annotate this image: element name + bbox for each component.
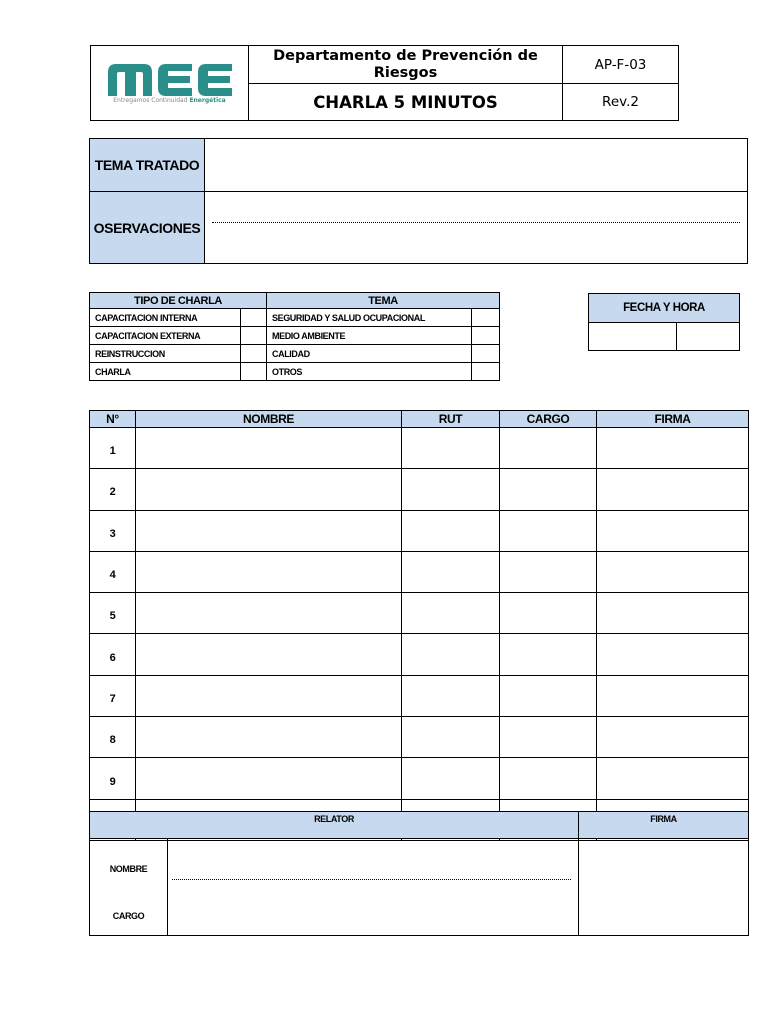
attendee-row xyxy=(90,469,749,510)
attendee-rut-field[interactable] xyxy=(402,428,500,469)
tipo-charla-header: TIPO DE CHARLA xyxy=(90,293,267,309)
tipo-row xyxy=(90,309,500,327)
attendee-cargo-field[interactable] xyxy=(500,428,597,469)
attendee-cargo-field[interactable] xyxy=(500,469,597,510)
tema-checkbox[interactable] xyxy=(472,309,500,327)
relator-nombre-label: NOMBRE xyxy=(109,864,148,874)
col-header-firma: FIRMA xyxy=(597,411,749,428)
attendee-cargo-field[interactable] xyxy=(500,634,597,675)
tema-label: MEDIO AMBIENTE xyxy=(267,327,472,345)
attendee-row xyxy=(90,717,749,758)
attendee-number: 7 xyxy=(90,675,136,716)
tema-label: SEGURIDAD Y SALUD OCUPACIONAL xyxy=(267,309,472,327)
attendee-rut-field[interactable] xyxy=(402,510,500,551)
topic-table xyxy=(89,138,748,264)
attendee-row xyxy=(90,593,749,634)
tema-label: CALIDAD xyxy=(267,345,472,363)
attendee-firma-field[interactable] xyxy=(597,634,749,675)
tipo-row xyxy=(90,363,500,381)
tipo-row xyxy=(90,345,500,363)
attendee-cargo-field[interactable] xyxy=(500,593,597,634)
attendee-cargo-field[interactable] xyxy=(500,551,597,592)
document-revision: Rev.2 xyxy=(563,84,679,121)
attendee-row xyxy=(90,551,749,592)
attendee-firma-field[interactable] xyxy=(597,758,749,799)
tema-checkbox[interactable] xyxy=(472,327,500,345)
document-code: AP-F-03 xyxy=(563,46,679,84)
attendee-rut-field[interactable] xyxy=(402,717,500,758)
tipo-checkbox[interactable] xyxy=(241,363,267,381)
attendee-cargo-field[interactable] xyxy=(500,510,597,551)
tipo-label: REINSTRUCCION xyxy=(90,345,241,363)
relator-nombre-field[interactable] xyxy=(168,839,579,936)
col-header-cargo: CARGO xyxy=(500,411,597,428)
department-name: Departamento de Prevención de Riesgos xyxy=(249,46,563,84)
attendee-number: 4 xyxy=(90,551,136,592)
col-header-nombre: NOMBRE xyxy=(136,411,402,428)
attendee-number: 3 xyxy=(90,510,136,551)
tipo-row xyxy=(90,327,500,345)
tipo-checkbox[interactable] xyxy=(241,309,267,327)
fecha-hora-header: FECHA Y HORA xyxy=(589,294,740,323)
attendee-nombre-field[interactable] xyxy=(136,469,402,510)
attendee-firma-field[interactable] xyxy=(597,469,749,510)
relator-labels xyxy=(90,839,168,936)
tema-tratado-field[interactable] xyxy=(205,139,748,192)
relator-header: RELATOR xyxy=(90,812,579,839)
mee-logo-icon xyxy=(106,62,234,96)
tipo-label: CAPACITACION EXTERNA xyxy=(90,327,241,345)
attendee-cargo-field[interactable] xyxy=(500,675,597,716)
attendee-number: 5 xyxy=(90,593,136,634)
relator-cargo-label: CARGO xyxy=(112,911,145,921)
attendee-rut-field[interactable] xyxy=(402,634,500,675)
tipo-label: CHARLA xyxy=(90,363,241,381)
tema-header: TEMA xyxy=(267,293,500,309)
attendee-row xyxy=(90,758,749,799)
relator-table xyxy=(89,811,749,936)
tema-label: OTROS xyxy=(267,363,472,381)
hora-field[interactable] xyxy=(677,323,740,351)
attendee-cargo-field[interactable] xyxy=(500,717,597,758)
tema-tratado-label: TEMA TRATADO xyxy=(90,139,205,192)
document-header xyxy=(90,45,679,121)
tema-checkbox[interactable] xyxy=(472,345,500,363)
attendee-rut-field[interactable] xyxy=(402,758,500,799)
attendee-nombre-field[interactable] xyxy=(136,634,402,675)
attendee-rut-field[interactable] xyxy=(402,593,500,634)
attendee-firma-field[interactable] xyxy=(597,717,749,758)
attendee-firma-field[interactable] xyxy=(597,551,749,592)
tipo-label: CAPACITACION INTERNA xyxy=(90,309,241,327)
relator-dotted-line xyxy=(172,879,571,880)
col-header-rut: RUT xyxy=(402,411,500,428)
attendee-cargo-field[interactable] xyxy=(500,758,597,799)
attendee-nombre-field[interactable] xyxy=(136,717,402,758)
attendee-nombre-field[interactable] xyxy=(136,758,402,799)
tipo-checkbox[interactable] xyxy=(241,327,267,345)
attendee-firma-field[interactable] xyxy=(597,428,749,469)
attendee-row xyxy=(90,428,749,469)
tema-checkbox[interactable] xyxy=(472,363,500,381)
observaciones-field[interactable] xyxy=(205,192,748,264)
observaciones-label: OSERVACIONES xyxy=(90,192,205,264)
attendee-row xyxy=(90,634,749,675)
attendee-number: 6 xyxy=(90,634,136,675)
attendee-nombre-field[interactable] xyxy=(136,551,402,592)
observaciones-dotted-line xyxy=(212,222,740,223)
attendee-firma-field[interactable] xyxy=(597,675,749,716)
attendee-firma-field[interactable] xyxy=(597,593,749,634)
attendees-table xyxy=(89,410,749,841)
attendee-firma-field[interactable] xyxy=(597,510,749,551)
attendee-rut-field[interactable] xyxy=(402,469,500,510)
tipo-checkbox[interactable] xyxy=(241,345,267,363)
fecha-hora-table xyxy=(588,293,740,351)
attendee-nombre-field[interactable] xyxy=(136,675,402,716)
fecha-field[interactable] xyxy=(589,323,677,351)
attendee-number: 1 xyxy=(90,428,136,469)
attendee-nombre-field[interactable] xyxy=(136,510,402,551)
attendee-nombre-field[interactable] xyxy=(136,593,402,634)
attendee-number: 9 xyxy=(90,758,136,799)
tipo-charla-table xyxy=(89,292,500,381)
attendee-row xyxy=(90,675,749,716)
col-header-numero: N° xyxy=(90,411,136,428)
document-title: CHARLA 5 MINUTOS xyxy=(249,84,563,121)
logo-tagline: Entregamos Continuidad Energética xyxy=(113,97,226,104)
logo-cell xyxy=(91,46,249,121)
attendee-nombre-field[interactable] xyxy=(136,428,402,469)
attendees-body xyxy=(90,428,749,841)
attendee-number: 2 xyxy=(90,469,136,510)
attendee-rut-field[interactable] xyxy=(402,675,500,716)
attendee-rut-field[interactable] xyxy=(402,551,500,592)
attendee-number: 8 xyxy=(90,717,136,758)
relator-firma-header: FIRMA xyxy=(579,812,749,839)
attendee-row xyxy=(90,510,749,551)
relator-firma-field[interactable] xyxy=(579,839,749,936)
